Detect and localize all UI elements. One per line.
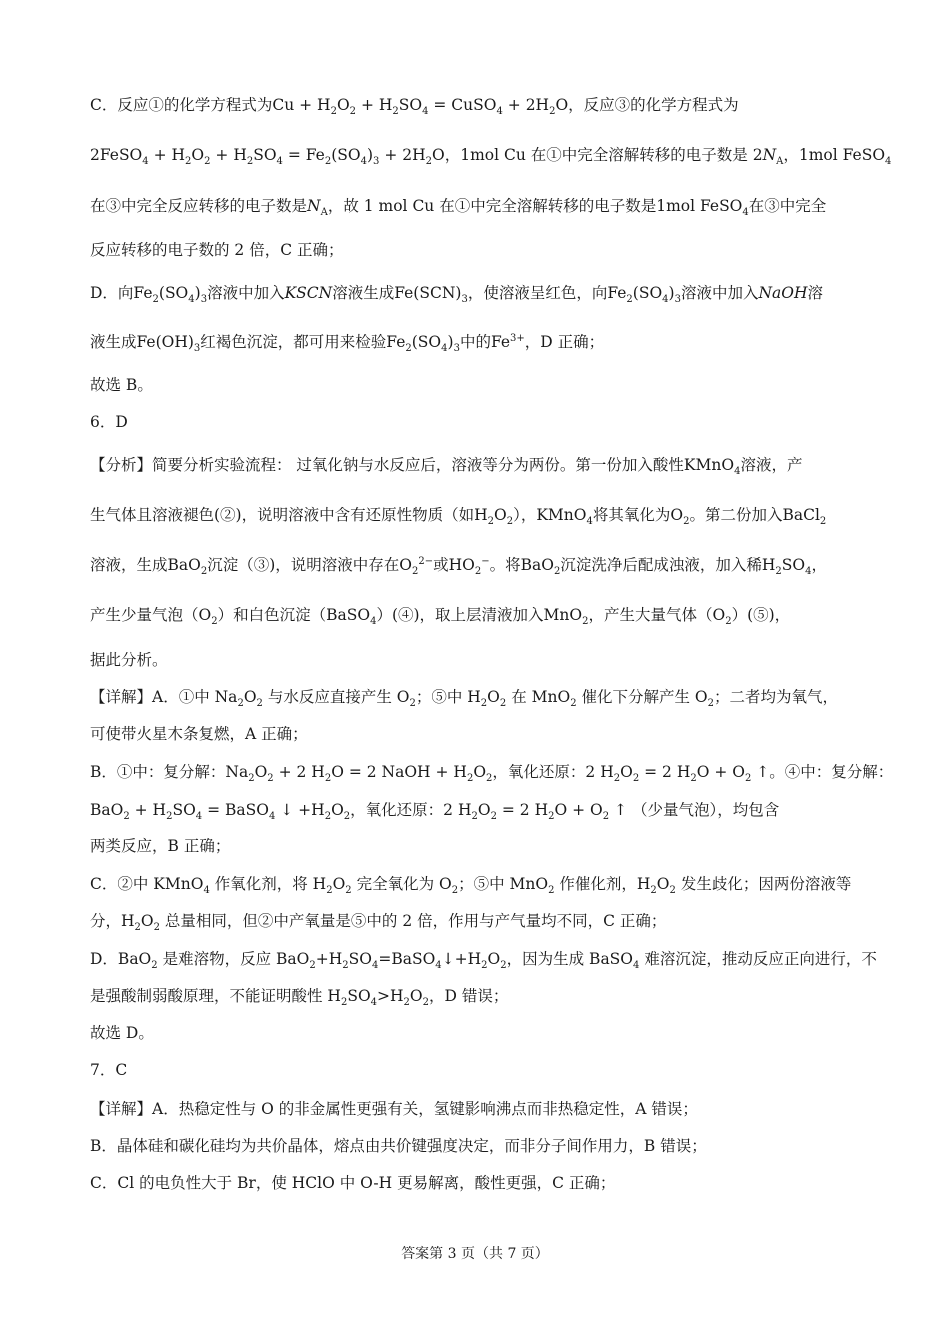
text-line: 产生少量气泡$(O_2)$和白色沉淀（BaSO$_4$）(④)，取上层清液加入MnO$_2$，产生大量气体$(O_2)(⑤)$， (90, 606, 791, 628)
text-line: C．②中 KMnO$_4$ 作氧化剂，将 $H_2O_2$ 完全氧化为 $O_2$；⑤中 MnO$_2$ 作催化剂，$H_2O_2$ 发生歧化；因两份溶液等 (90, 875, 852, 897)
text-line: 可使带火星木条复燃，A 正确； (90, 725, 308, 743)
text-line: 【详解】A．热稳定性与 O 的非金属性更强有关，氢键影响沸点而非热稳定性，A 错误； (90, 1100, 698, 1118)
text-line: D．BaO$_2$ 是难溶物，反应 $BaO_2+H_2SO_4=BaSO_4↓+H_2O_2$，因为生成 BaSO$_4$ 难溶沉淀，推动反应正向进行，不 (90, 950, 877, 972)
text-line: 生气体且溶液褪色(②)，说明溶液中含有还原性物质（如$H_2O_2$），KMnO$_4$将其氧化为$O_2$。第二份加入BaCl$_2$ (90, 506, 827, 528)
text-line: 故选 D。 (90, 1024, 154, 1042)
text-line: 反应转移的电子数的 2 倍，C 正确； (90, 241, 344, 259)
page-footer: 答案第 3 页（共 7 页） (401, 1246, 549, 1262)
text-line: B．晶体硅和碳化硅均为共价晶体，熔点由共价键强度决定，而非分子间作用力，B 错误； (90, 1137, 707, 1155)
text-line: 2FeSO$_4$ + $H_2O_2 + H_2SO_4 = Fe_2(SO_4)_3 + 2H_2O$，1mol Cu 在①中完全溶解转移的电子数是 $2N_A$，1mol FeSO$_4$ (90, 146, 892, 168)
text-line: $BaO_2 + H_2SO_4$ = BaSO$_4$ ↓ $+H_2O_2$，氧化还原：2 $H_2O_2 = 2$ $H_2O + O_2$ ↑ （少量气泡），均包含 (90, 801, 780, 823)
text-line: 【分析】简要分析实验流程： 过氧化钠与水反应后，溶液等分为两份。第一份加入酸性KMnO$_4$溶液，产 (90, 456, 803, 478)
text-line: 液生成$Fe(OH)_3$红褐色沉淀，都可用来检验$Fe_2(SO_4)_3$中的$Fe^{3+}$，D 正确； (90, 332, 605, 355)
text-line: 两类反应，B 正确； (90, 837, 231, 855)
text-line: 7．C (90, 1061, 128, 1079)
text-line: 在③中完全反应转移的电子数是$N_A$，故 1 mol Cu 在①中完全溶解转移的电子数是1mol FeSO$_4$在③中完全 (90, 197, 827, 219)
text-line: 6．D (90, 413, 128, 431)
text-line: B．①中：复分解：$Na_2O_2 + 2$ $H_2O = 2$ NaOH + $H_2O_2$，氧化还原：2 $H_2O_2 = 2$ $H_2O + O_2$ ↑。④中：复分解： (90, 763, 894, 785)
text-line: 分，$H_2O_2$ 总量相同，但②中产氧量是⑤中的 2 倍，作用与产气量均不同，C 正确； (90, 912, 667, 934)
text-line: 故选 B。 (90, 376, 153, 394)
text-line: 据此分析。 (90, 651, 168, 669)
text-line: 【详解】A．①中 $Na_2O_2$ 与水反应直接产生 $O_2$；⑤中 $H_2O_2$ 在 MnO$_2$ 催化下分解产生 $O_2$；二者均为氧气， (90, 688, 839, 710)
text-line: 是强酸制弱酸原理，不能证明酸性 $H_2SO_4>H_2O_2$，D 错误； (90, 987, 509, 1009)
text-line: D．向$Fe_2(SO_4)_3$溶液中加入KSCN溶液生成$Fe(SCN)_3$，使溶液呈红色，向$Fe_2(SO_4)_3$溶液中加入NaOH溶 (90, 284, 824, 306)
text-line: C．Cl 的电负性大于 Br，使 HClO 中 O-H 更易解离，酸性更强，C 正确； (90, 1174, 616, 1192)
text-line: C．反应①的化学方程式为$Cu + H_2O_2 + H_2SO_4$ = CuSO$_4$ + $2H_2O$，反应③的化学方程式为 (90, 96, 739, 118)
text-line: 溶液，生成BaO$_2$沉淀（③)，说明溶液中存在$O_2^{2-}$或$HO_2^-$。将BaO$_2$沉淀洗净后配成浊液，加入稀$H_2SO_4$， (90, 555, 827, 578)
